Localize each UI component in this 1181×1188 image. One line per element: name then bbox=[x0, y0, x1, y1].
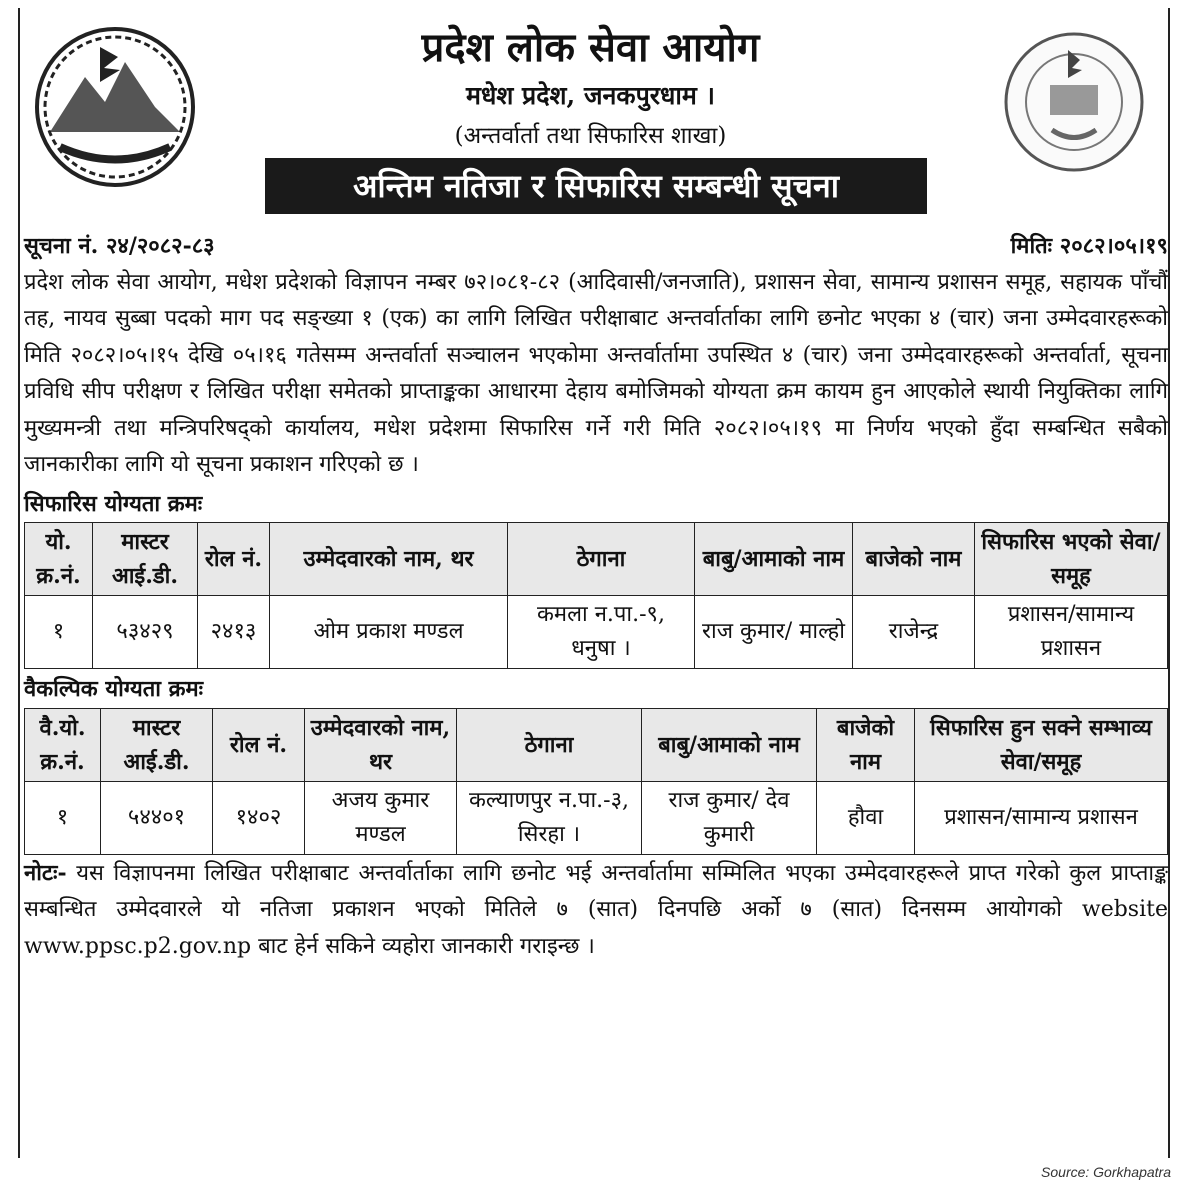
alternate-heading: वैकल्पिक योग्यता क्रमः bbox=[24, 676, 204, 702]
column-header: मास्टर आई.डी. bbox=[101, 708, 213, 781]
table-cell: हौवा bbox=[817, 781, 915, 854]
notice-body bbox=[24, 228, 1168, 965]
column-header: ठेगाना bbox=[457, 708, 642, 781]
table-cell: कमला न.पा.-९, धनुषा । bbox=[508, 596, 695, 669]
table-cell: राजेन्द्र bbox=[853, 596, 975, 669]
notice-banner: अन्तिम नतिजा र सिफारिस सम्बन्धी सूचना bbox=[265, 158, 927, 214]
table-cell: ५४४०१ bbox=[101, 781, 213, 854]
province-subtitle: मधेश प्रदेश, जनकपुरधाम । bbox=[466, 81, 715, 110]
table-cell: प्रशासन/सामान्य प्रशासन bbox=[975, 596, 1168, 669]
column-header: बाबु/आमाको नाम bbox=[695, 523, 853, 596]
table-cell: १ bbox=[25, 781, 101, 854]
table-cell: ५३४२९ bbox=[93, 596, 198, 669]
alternate-table bbox=[24, 708, 1168, 855]
source-credit: Source: Gorkhapatra bbox=[1041, 1164, 1171, 1180]
table-cell: २४१३ bbox=[198, 596, 270, 669]
column-header: ठेगाना bbox=[508, 523, 695, 596]
column-header: वै.यो. क्र.नं. bbox=[25, 708, 101, 781]
commission-title: प्रदेश लोक सेवा आयोग bbox=[421, 24, 760, 71]
column-header: रोल नं. bbox=[213, 708, 305, 781]
column-header: बाजेको नाम bbox=[817, 708, 915, 781]
note-text: यस विज्ञापनमा लिखित परीक्षाबाट अन्तर्वार्ताका लागि छनोट भई अन्तर्वार्तामा सम्मिलित भएका उम्मेदवारहरूले प्राप्त गरेको कुल प्राप्ताङ्क सम्बन्धित उम्मेदवारले यो नतिजा प्रकाशन भएको मितिले ७ (सात) दिनपछि अर्को ७ (सात) दिनसम्म आयोगको website www.ppsc.p2.gov.np बाट हेर्न सकिने व्यहोरा जानकारी गराइन्छ । bbox=[24, 860, 1168, 959]
column-header: सिफारिस भएको सेवा/समूह bbox=[975, 523, 1168, 596]
table-header-row bbox=[25, 708, 1168, 781]
column-header: रोल नं. bbox=[198, 523, 270, 596]
recommended-table bbox=[24, 522, 1168, 669]
notice-date: मितिः २०८२।०५।१९ bbox=[1010, 233, 1168, 259]
note-label: नोटः- bbox=[24, 859, 67, 886]
table-cell: प्रशासन/सामान्य प्रशासन bbox=[915, 781, 1168, 854]
table-cell: १ bbox=[25, 596, 93, 669]
table-cell: राज कुमार/ माल्हो bbox=[695, 596, 853, 669]
table-row bbox=[25, 781, 1168, 854]
recommended-heading: सिफारिस योग्यता क्रमः bbox=[24, 490, 203, 517]
column-header: मास्टर आई.डी. bbox=[93, 523, 198, 596]
column-header: बाबु/आमाको नाम bbox=[642, 708, 817, 781]
table-header-row bbox=[25, 523, 1168, 596]
column-header: सिफारिस हुन सक्ने सम्भाव्य सेवा/समूह bbox=[915, 708, 1168, 781]
table-cell: ओम प्रकाश मण्डल bbox=[270, 596, 508, 669]
branch-name: (अन्तर्वार्ता तथा सिफारिस शाखा) bbox=[454, 123, 727, 149]
table-cell: कल्याणपुर न.पा.-३, सिरहा । bbox=[457, 781, 642, 854]
note bbox=[24, 855, 1168, 966]
column-header: यो. क्र.नं. bbox=[25, 523, 93, 596]
table-cell: राज कुमार/ देव कुमारी bbox=[642, 781, 817, 854]
column-header: उम्मेदवारको नाम, थर bbox=[305, 708, 457, 781]
table-cell: १४०२ bbox=[213, 781, 305, 854]
notice-number: सूचना नं. २४/२०८२-८३ bbox=[24, 233, 215, 259]
notice-paragraph: प्रदेश लोक सेवा आयोग, मधेश प्रदेशको विज्ञापन नम्बर ७२।०८१-८२ (आदिवासी/जनजाति), प्रशासन सेवा, सामान्य प्रशासन समूह, सहायक पाँचौं तह, नायव सुब्बा पदको माग पद सङ्ख्या १ (एक) का लागि लिखित परीक्षाबाट अन्तर्वार्ताका लागि छनोट भएका ४ (चार) जना उम्मेदवारहरूको मिति २०८२।०५।१५ देखि ०५।१६ गतेसम्म अन्तर्वार्ता सञ्चालन भएकोमा अन्तर्वार्तामा उपस्थित ४ (चार) जना उम्मेदवारहरूको अन्तर्वार्ता, सूचना प्रविधि सीप परीक्षण र लिखित परीक्षा समेतको प्राप्ताङ्कका आधारमा देहाय बमोजिमको योग्यता क्रम कायम हुन आएकोले स्थायी नियुक्तिका लागि मुख्यमन्त्री तथा मन्त्रिपरिषद्को कार्यालय, मधेश प्रदेशमा सिफारिस गर्ने गरी मिति २०८२।०५।१९ मा निर्णय भएको हुँदा सम्बन्धित सबैको जानकारीका लागि यो सूचना प्रकाशन गरिएको छ । bbox=[24, 269, 1168, 477]
column-header: बाजेको नाम bbox=[853, 523, 975, 596]
table-row bbox=[25, 596, 1168, 669]
table-cell: अजय कुमार मण्डल bbox=[305, 781, 457, 854]
column-header: उम्मेदवारको नाम, थर bbox=[270, 523, 508, 596]
